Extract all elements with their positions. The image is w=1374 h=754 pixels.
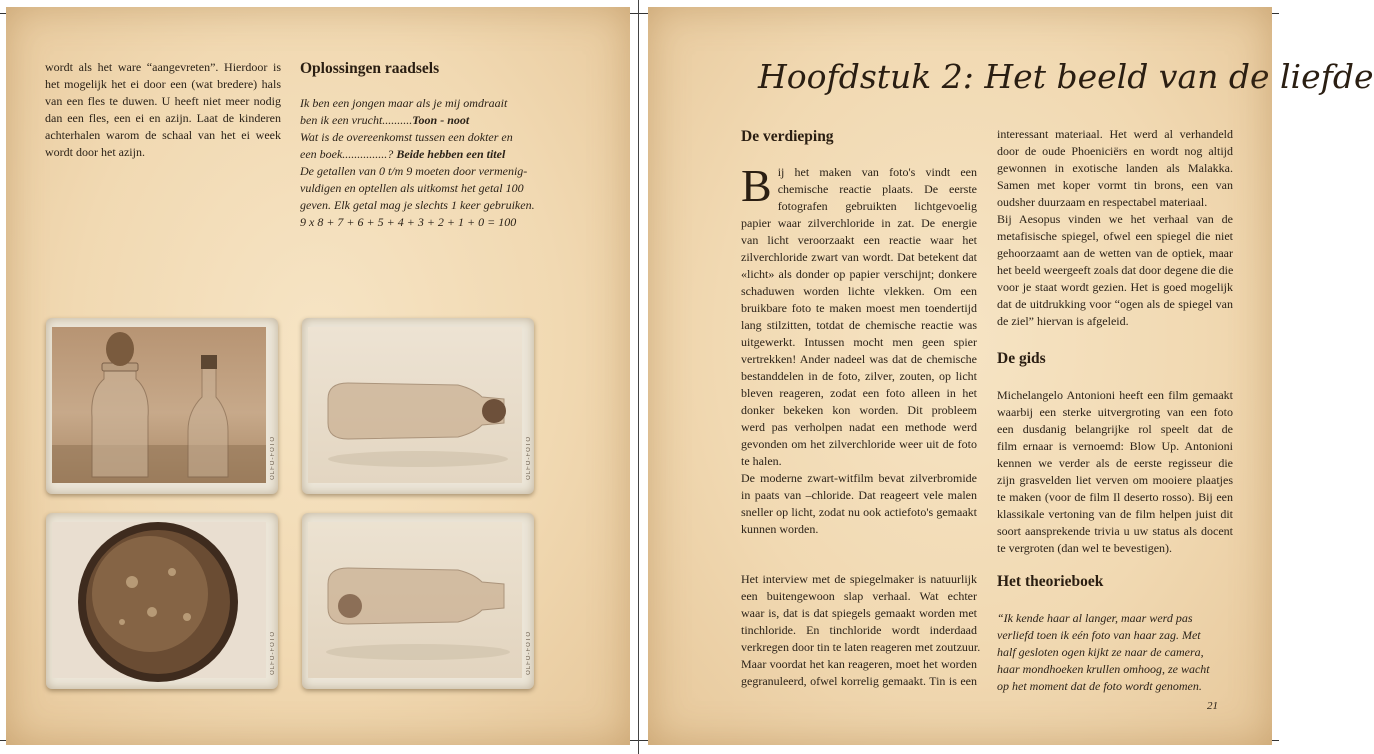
text-line: vuldigen en optellen als uitkomst het getal 100 bbox=[300, 181, 524, 195]
text-line: waar is, dat is dat spiegels gemaakt worden met bbox=[741, 606, 977, 620]
text-line: soort aansprekende trivia u uw status als docent bbox=[997, 524, 1233, 538]
text-line: donker bekeken kon worden. Dit probleem bbox=[741, 403, 977, 417]
text-line: van een fles te duwen. U heeft niet meer nodig bbox=[45, 94, 281, 108]
text-line: half gesloten ogen kijkt ze naar de camera, bbox=[997, 645, 1204, 659]
text-line: Maar voordat het kan reageren, moet het worden bbox=[741, 657, 977, 671]
text-line: gegranuleerd, ofwel korrelig gemaakt. Tin is een bbox=[741, 674, 977, 688]
glass-foam-illustration bbox=[52, 522, 266, 678]
photo-glass-foam bbox=[46, 513, 278, 689]
chapter-title: Hoofdstuk 2: Het beeld van de liefde bbox=[758, 57, 1374, 96]
right-page bbox=[648, 7, 1374, 745]
text-line: uitgewerkt. Intussen mocht men geen spier bbox=[741, 335, 977, 349]
text-line: «licht» als donder op papier verschijnt; donkere bbox=[741, 267, 977, 281]
gids-heading: De gids bbox=[997, 350, 1046, 367]
text-line: papier waar zilverchloride in zat. De energie bbox=[741, 216, 977, 230]
text-line: het beeld weergeeft zoals dat door degene die die bbox=[997, 263, 1234, 277]
text-line: De getallen van 0 t/m 9 moeten door vermenig- bbox=[300, 164, 528, 178]
text-line: Het interview met de spiegelmaker is natuurlijk bbox=[741, 572, 977, 586]
text-line: verkregen door tin te laten reageren met zoutzuur. bbox=[741, 640, 981, 654]
bottle-lying-illustration bbox=[308, 327, 522, 483]
text-line: de ziel” hiervan is afgeleid. bbox=[997, 314, 1129, 328]
photo-bottle-egg-inside bbox=[302, 318, 534, 494]
text-line: te halen. bbox=[741, 454, 782, 468]
text-line: schaduwen worden lichte vlekken. Om een bbox=[741, 284, 977, 298]
text-line: oudsher duurzaam en respectabel materiaal. bbox=[997, 195, 1208, 209]
text-line bbox=[300, 146, 540, 163]
text-line: kennen we verder als de eerste regisseur die bbox=[997, 456, 1233, 470]
text-line: werd pas verholpen nadat een methode werd bbox=[741, 420, 977, 434]
text-line: Samen met koper vormt tin brons, een van bbox=[997, 178, 1233, 192]
text-line: te maken (voor de film Il deserto rosso). Bij een bbox=[997, 490, 1233, 504]
text-line: voor je staat wordt gezien. Het is goed mogelijk bbox=[997, 280, 1233, 294]
column2-paragraph bbox=[997, 126, 1233, 330]
text-line: chemische reactie plaats. De eerste bbox=[777, 182, 977, 196]
photo-watermark: OLFO-FOTO bbox=[526, 436, 532, 480]
text-line: “Ik kende haar al langer, maar werd pas bbox=[997, 611, 1193, 625]
text-line: te vergroten (dan wel te bevestigen). bbox=[997, 541, 1173, 555]
riddle-text: ben ik een vrucht.......... bbox=[300, 113, 413, 127]
photo-bottle-egg-result bbox=[302, 513, 534, 689]
text-line: het mogelijk het ei door een (wat bredere) hals bbox=[45, 77, 281, 91]
page-number: 21 bbox=[1207, 700, 1218, 712]
theorie-heading: Het theorieboek bbox=[997, 573, 1104, 590]
riddle-answer: Beide hebben een titel bbox=[396, 147, 506, 161]
text-line: in paats van –chloride. Dat reageert vele malen bbox=[741, 488, 977, 502]
crop-mark bbox=[1271, 13, 1279, 14]
text-line: dat de uitdrukking voor “ogen als de spiegel van bbox=[997, 297, 1233, 311]
bottles-egg-illustration bbox=[52, 327, 266, 483]
text-line: door de oude Phoeniciërs en wordt nog altijd bbox=[997, 144, 1233, 158]
riddles-heading: Oplossingen raadsels bbox=[300, 60, 440, 77]
text-line: zilverchloride zwart van wordt. Dat betekent dat bbox=[741, 250, 977, 264]
text-line: Bij Aesopus vinden we het verhaal van de bbox=[997, 212, 1233, 226]
gids-paragraph bbox=[997, 387, 1233, 557]
text-line: van licht veroorzaakt een reactie waar het bbox=[741, 233, 977, 247]
text-line: een buitengewoon slap verhaal. Wat echter bbox=[741, 589, 977, 603]
text-line: gevonden om het zilverchloride weer uit de foto bbox=[741, 437, 977, 451]
verdieping-paragraph bbox=[741, 160, 977, 538]
text-line: op het moment dat de foto wordt genomen. bbox=[997, 679, 1202, 693]
photo-bottles-egg bbox=[46, 318, 278, 494]
text-line: bestanddelen in de foto, zilver, zouten, op licht bbox=[741, 369, 977, 383]
text-line: dan een fles, een ei en azijn. Laat de kinderen bbox=[45, 111, 281, 125]
riddle-solutions bbox=[300, 95, 540, 231]
riddle-text: een boek...............? bbox=[300, 147, 394, 161]
text-line: Michelangelo Antonioni heeft een film gemaakt bbox=[997, 388, 1233, 402]
text-line: zijn grasvelden liet verven om mooiere plaatjes bbox=[997, 473, 1233, 487]
verdieping-heading: De verdieping bbox=[741, 128, 834, 145]
text-line: verliefd toen ik eén foto van haar zag. Met bbox=[997, 628, 1201, 642]
text-line: Ik ben een jongen maar als je mij omdraait bbox=[300, 96, 508, 110]
text-line: 9 x 8 + 7 + 6 + 5 + 4 + 3 + 2 + 1 + 0 = 100 bbox=[300, 215, 517, 229]
crop-mark bbox=[638, 0, 639, 754]
photo-watermark: OLFO-FOTO bbox=[526, 631, 532, 675]
photo-watermark: OLFO-FOTO bbox=[270, 631, 276, 675]
crop-mark bbox=[1271, 740, 1279, 741]
text-line: bleven reageren, zodat een foto alleen in het bbox=[741, 386, 977, 400]
left-page bbox=[6, 7, 630, 745]
text-line bbox=[300, 112, 540, 129]
text-line: haar mondhoeken krullen omhoog, ze wacht bbox=[997, 662, 1210, 676]
text-line: fotografen gebruikten lichtgevoelig bbox=[777, 199, 977, 213]
bottle-result-illustration bbox=[308, 522, 522, 678]
text-line: lang stilzitten, totdat de chemische reactie was bbox=[741, 318, 977, 332]
text-line: achterhalen warom de schaal van het ei week bbox=[45, 128, 281, 142]
text-line: De moderne zwart-witfilm bevat zilverbromide bbox=[741, 471, 977, 485]
text-line: interessant materiaal. Het werd al verhandeld bbox=[997, 127, 1233, 141]
text-line: tinchloride. En tinchloride wordt inderdaad bbox=[741, 623, 977, 637]
crop-mark bbox=[630, 740, 648, 741]
quote-paragraph bbox=[997, 610, 1233, 695]
text-line: kunnen worden. bbox=[741, 522, 819, 536]
text-line: bruikbare foto te maken moest men toendertijd bbox=[741, 301, 977, 315]
crop-mark bbox=[630, 13, 648, 14]
photo-watermark: OLFO-FOTO bbox=[270, 436, 276, 480]
riddle-answer: Toon - noot bbox=[412, 113, 470, 127]
text-line: geven. Elk getal mag je slechts 1 keer gebruiken. bbox=[300, 198, 535, 212]
text-line: Wat is de overeenkomst tussen een dokter en bbox=[300, 130, 513, 144]
text-line: wordt als het ware “aangevreten”. Hierdoor is bbox=[45, 60, 281, 74]
text-line: een dusdanig belangrijke rol speelt dat de bbox=[997, 422, 1233, 436]
text-line: ij het maken van foto's vindt een bbox=[777, 165, 977, 179]
interview-paragraph bbox=[741, 571, 981, 690]
text-line: gewonnen in exotische landen als Malakka. bbox=[997, 161, 1233, 175]
text-line: waarbij een sterke uitvergroting van een foto bbox=[997, 405, 1233, 419]
text-line: film ernaar is vernoemd: Blow Up. Antonioni bbox=[997, 439, 1233, 453]
text-line: wordt door het azijn. bbox=[45, 145, 145, 159]
intro-paragraph bbox=[45, 59, 281, 161]
text-line: vertrekken! Ander nadeel was dat de chemische bbox=[741, 352, 977, 366]
drop-cap: B bbox=[741, 160, 772, 211]
text-line: gehoorzaamt aan de wetten van de optiek, maar bbox=[997, 246, 1233, 260]
text-line: klassikale vertoning van de film helpen juist dit bbox=[997, 507, 1233, 521]
text-line: sneller op licht, zodat nu ook actiefoto's gemaakt bbox=[741, 505, 977, 519]
text-line: metafisische spiegel, ofwel een spiegel die niet bbox=[997, 229, 1233, 243]
